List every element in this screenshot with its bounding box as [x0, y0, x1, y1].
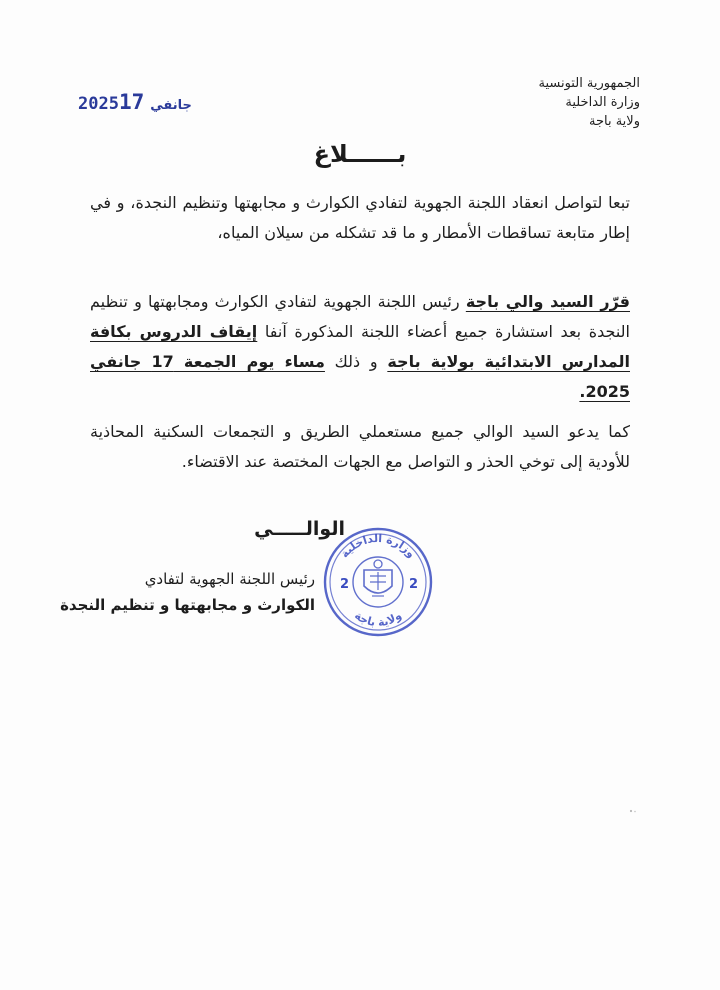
- letterhead: [440, 74, 640, 131]
- letterhead-republic: الجمهورية التونسية: [538, 76, 640, 91]
- seal-number-left: 2: [340, 577, 350, 592]
- paragraph-advisory: كما يدعو السيد الوالي جميع مستعملي الطريق و التجمعات السكنية المحاذية للأودية إلى توخي الحذر و التواصل مع الجهات المختصة عند الاقتضاء.: [90, 422, 630, 471]
- scan-speck-icon: [628, 808, 638, 814]
- date-stamp: [78, 90, 198, 114]
- seal-emblem-icon: [364, 560, 392, 596]
- date-stamp-day: 17: [118, 90, 145, 114]
- paragraph-decision: [90, 287, 630, 407]
- signer-role-line2: الكوارث و مجابهتها و تنظيم النجدة: [60, 596, 315, 614]
- decision-text: رئيس اللجنة الجهوية لتفادي الكوارث ومجابهتها و تنظيم النجدة بعد استشارة جميع أعضاء اللجنة المذكورة آنفا: [90, 292, 630, 341]
- signer-title: الوالـــــي: [254, 518, 345, 540]
- date-stamp-month: جانفي: [150, 98, 192, 113]
- seal-text-top: وزارة الداخلية: [337, 531, 419, 561]
- letterhead-ministry: وزارة الداخلية: [565, 95, 640, 110]
- date-stamp-year: 2025: [78, 94, 119, 114]
- decision-measure: إيقاف الدروس بكافة المدارس الابتدائية بولاية باجة: [90, 322, 630, 371]
- decision-connector: و ذلك: [324, 352, 388, 371]
- decision-date: مساء يوم الجمعة 17 جانفي 2025.: [90, 352, 630, 401]
- seal-number-right: 2: [409, 577, 419, 592]
- official-seal-icon: [322, 526, 434, 638]
- decision-subject: قرّر السيد والي باجة: [465, 292, 630, 311]
- signer-role-line1: رئيس اللجنة الجهوية لتفادي: [144, 570, 315, 588]
- letterhead-governorate: ولاية باجة: [589, 114, 640, 129]
- document-title: بــــــلاغ: [313, 140, 407, 168]
- seal-text-bottom: ولاية باجة: [352, 608, 404, 630]
- paragraph-context: تبعا لتواصل انعقاد اللجنة الجهوية لتفادي الكوارث و مجابهتها وتنظيم النجدة، و في إطار متابعة تساقطات الأمطار و ما قد تشكله من سيلان المياه،: [90, 193, 630, 242]
